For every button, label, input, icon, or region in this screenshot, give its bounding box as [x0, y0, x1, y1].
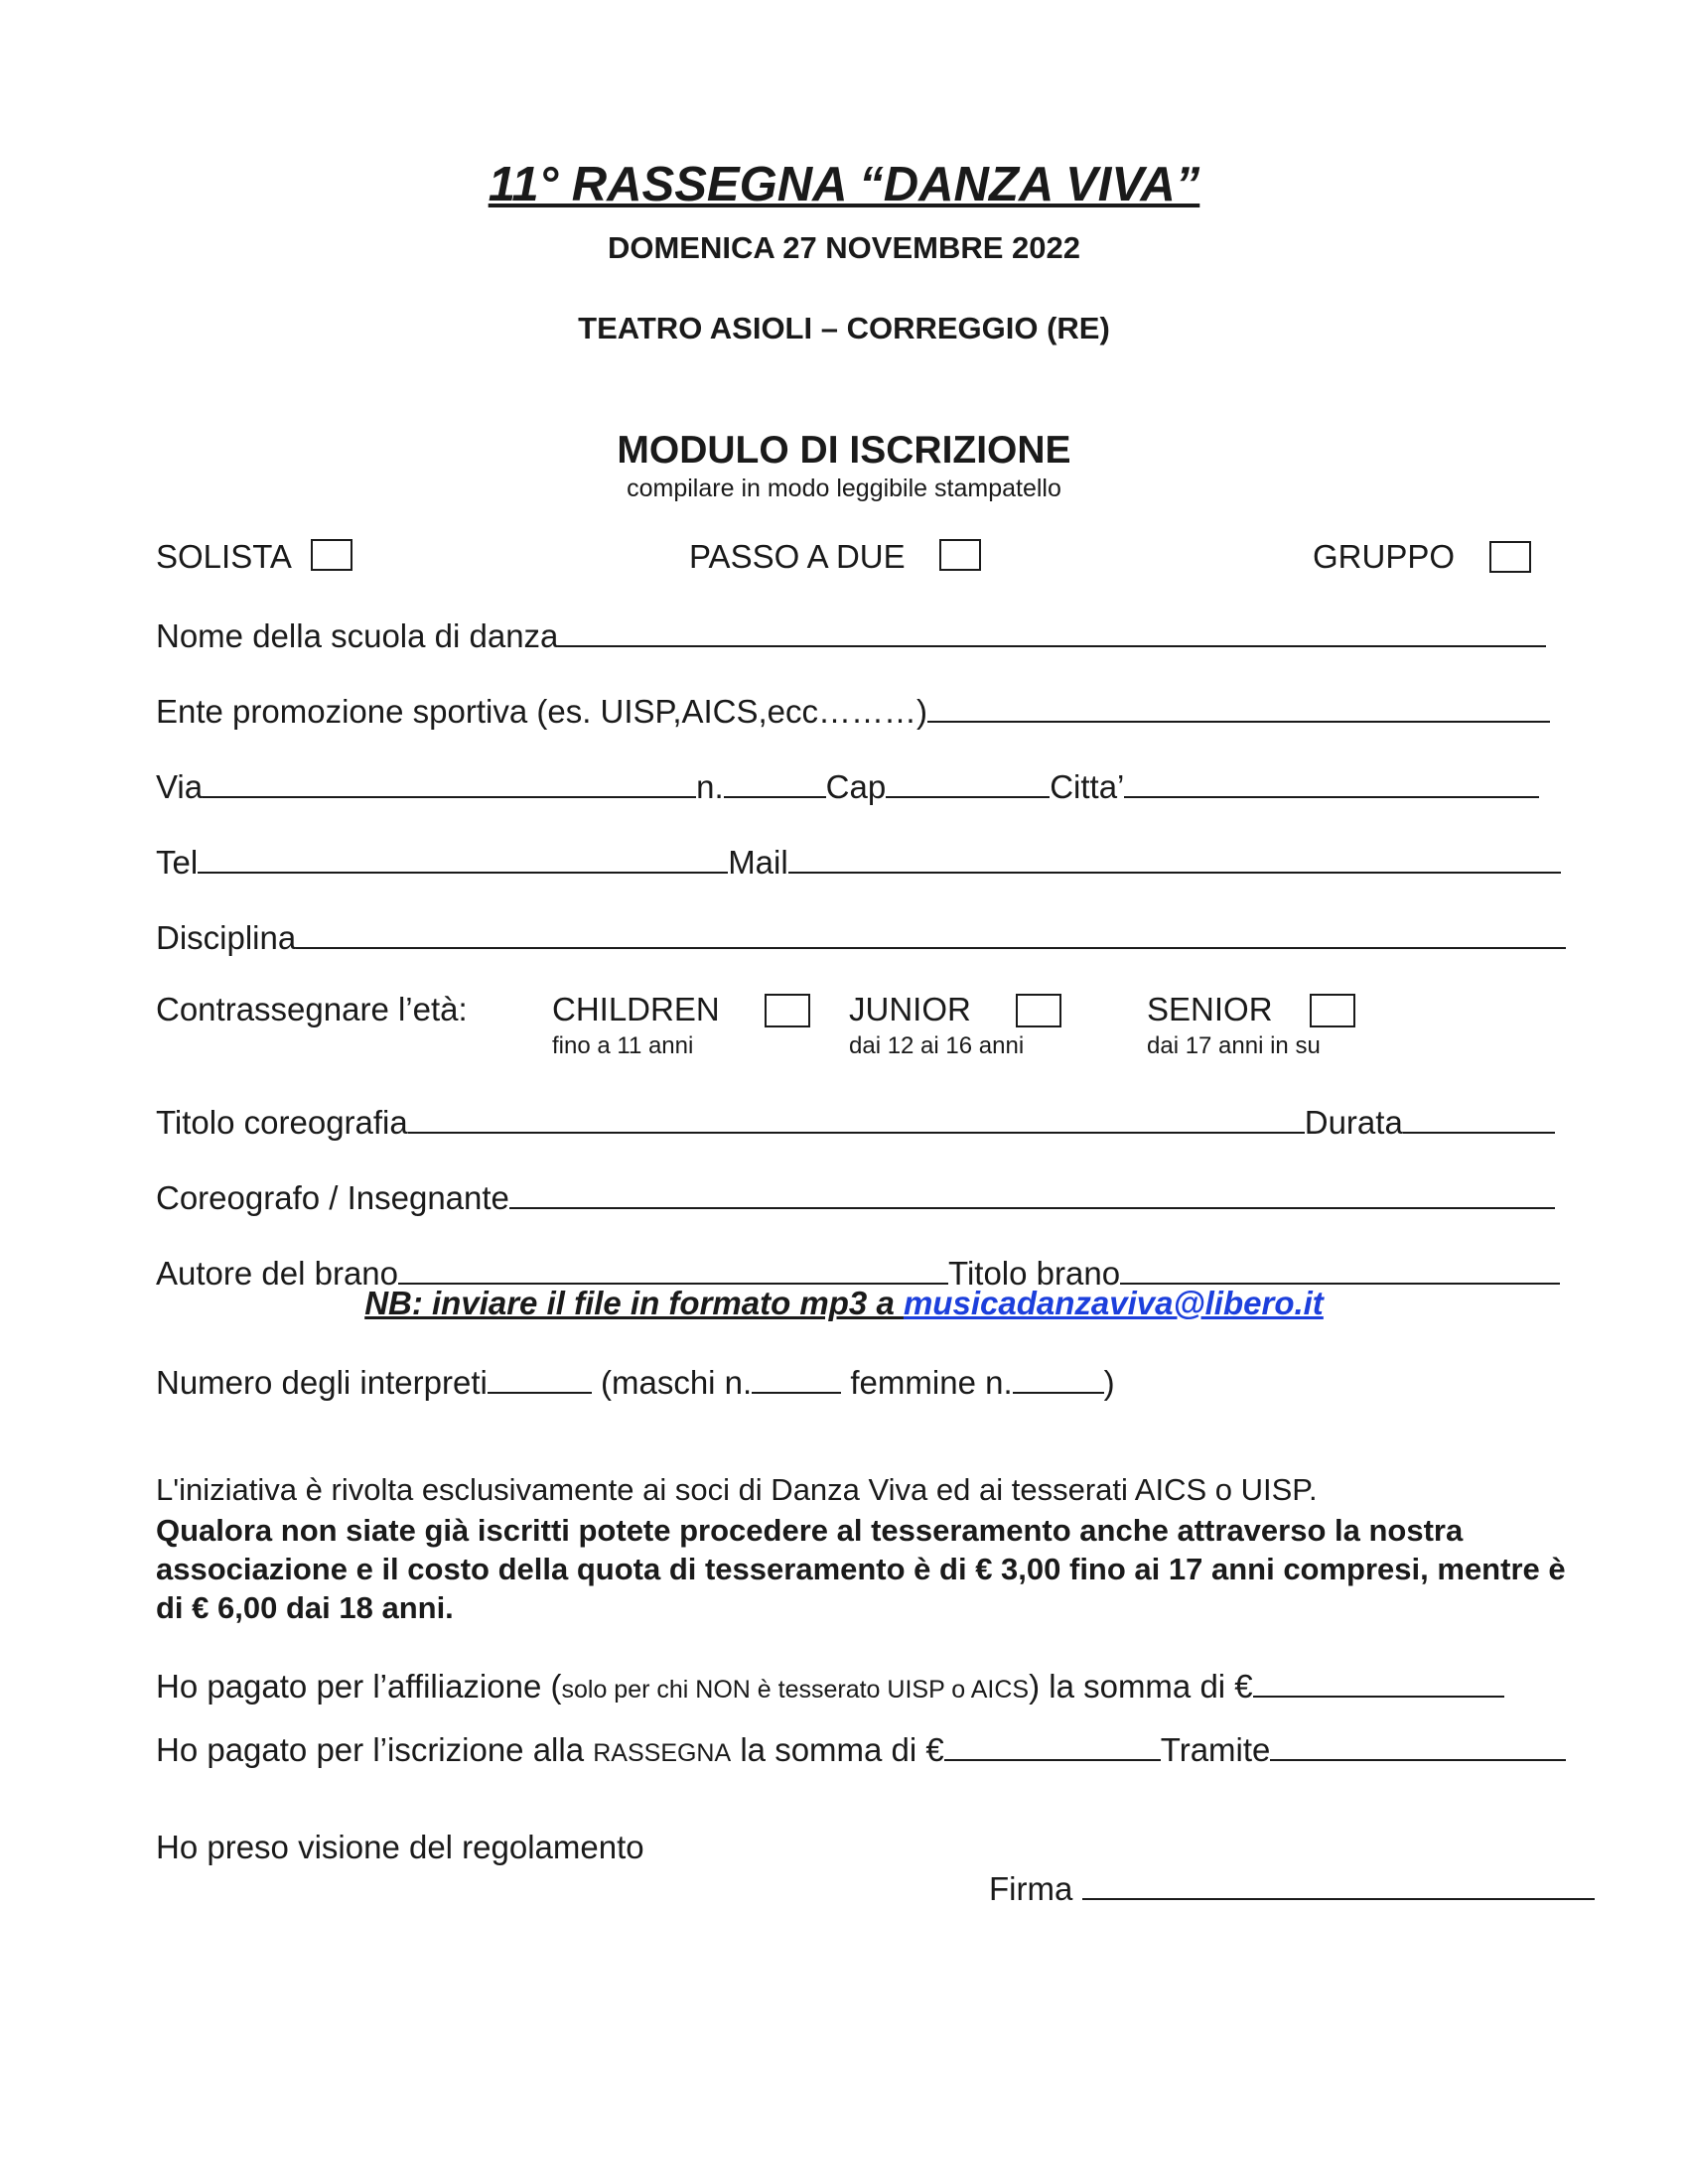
- firma-label: Firma: [989, 1870, 1073, 1907]
- mail-label: Mail: [728, 844, 788, 881]
- category-gruppo-label: GRUPPO: [1313, 538, 1456, 575]
- school-row: [156, 614, 1546, 656]
- titolo-brano-label: Titolo brano: [948, 1255, 1121, 1292]
- children-checkbox[interactable]: [765, 994, 810, 1027]
- disciplina-label: Disciplina: [156, 919, 297, 956]
- contact-row: [156, 840, 1561, 883]
- ente-input-line[interactable]: [927, 689, 1550, 723]
- disciplina-row: [156, 915, 1566, 958]
- coreografo-row: [156, 1175, 1555, 1218]
- age-senior-range: dai 17 anni in su: [1147, 1032, 1321, 1059]
- age-junior-range: dai 12 ai 16 anni: [849, 1032, 1025, 1059]
- info-line: L'iniziativa è rivolta esclusivamente ai soci di Danza Viva ed ai tesserati AICS o UISP.: [156, 1472, 1318, 1507]
- senior-checkbox[interactable]: [1310, 994, 1355, 1027]
- affiliation-payment-row: [156, 1664, 1504, 1709]
- rassegna-payment-row: [156, 1727, 1566, 1773]
- mail-input-line[interactable]: [788, 840, 1561, 874]
- choreography-row: [156, 1100, 1555, 1143]
- affiliation-label-small: solo per chi NON è tesserato UISP o AICS: [561, 1676, 1030, 1704]
- interpreti-label: Numero degli interpreti: [156, 1364, 488, 1401]
- school-label: Nome della scuola di danza: [156, 617, 559, 654]
- age-junior-label: JUNIOR: [849, 991, 971, 1027]
- maschi-input-line[interactable]: [752, 1360, 841, 1394]
- category-solista-label: SOLISTA: [156, 538, 292, 575]
- affiliation-label-a: Ho pagato per l’affiliazione (: [156, 1668, 562, 1705]
- interpreti-input-line[interactable]: [488, 1360, 592, 1394]
- durata-label: Durata: [1304, 1104, 1403, 1141]
- maschi-label: (maschi n.: [601, 1364, 753, 1401]
- via-label: Via: [156, 768, 204, 805]
- rassegna-label-small: RASSEGNA: [593, 1739, 732, 1767]
- event-title-text: 11° RASSEGNA “DANZA VIVA”: [488, 158, 1200, 211]
- cap-input-line[interactable]: [886, 764, 1050, 798]
- autore-label: Autore del brano: [156, 1255, 399, 1292]
- interpreti-row: [156, 1360, 1115, 1403]
- nb-note: [0, 1285, 1688, 1322]
- age-label: Contrassegnare l’età:: [156, 991, 468, 1027]
- event-venue: TEATRO ASIOLI – CORREGGIO (RE): [578, 311, 1110, 345]
- rassegna-label-b: la somma di €: [731, 1731, 944, 1768]
- regolamento-statement: Ho preso visione del regolamento: [156, 1829, 644, 1865]
- tramite-input-line[interactable]: [1270, 1727, 1566, 1761]
- rassegna-amount-line[interactable]: [944, 1727, 1161, 1761]
- autore-input-line[interactable]: [398, 1251, 948, 1285]
- solista-checkbox[interactable]: [311, 539, 352, 571]
- nb-email-link[interactable]: musicadanzaviva@libero.it: [903, 1285, 1324, 1321]
- category-passo-a-due-label: PASSO A DUE: [689, 538, 906, 575]
- tramite-label: Tramite: [1160, 1731, 1271, 1768]
- titolo-brano-input-line[interactable]: [1120, 1251, 1560, 1285]
- tel-label: Tel: [156, 844, 199, 881]
- tel-input-line[interactable]: [198, 840, 728, 874]
- affiliation-amount-line[interactable]: [1253, 1664, 1504, 1698]
- cap-label: Cap: [825, 768, 887, 805]
- form-instruction: compilare in modo leggibile stampatello: [627, 475, 1061, 502]
- age-senior-label: SENIOR: [1147, 991, 1273, 1027]
- citta-label: Citta’: [1050, 768, 1125, 805]
- titolo-coreografia-label: Titolo coreografia: [156, 1104, 408, 1141]
- school-input-line[interactable]: [558, 614, 1546, 647]
- info-bold-paragraph: Qualora non siate già iscritti potete procedere al tesseramento anche attraverso la nostra associazione e il costo della quota di tesseramento è di € 3,00 fino ai 17 anni compresi, mentre è di € 6,00 dai 18 anni.: [156, 1513, 1566, 1625]
- femmine-label: femmine n.: [850, 1364, 1013, 1401]
- age-children-label: CHILDREN: [552, 991, 720, 1027]
- affiliation-label-b: ) la somma di €: [1029, 1668, 1253, 1705]
- junior-checkbox[interactable]: [1016, 994, 1061, 1027]
- signature-row: [989, 1866, 1595, 1909]
- age-children-range: fino a 11 anni: [552, 1032, 694, 1059]
- titolo-coreografia-input-line[interactable]: [408, 1100, 1305, 1134]
- number-label: n.: [696, 768, 724, 805]
- durata-input-line[interactable]: [1403, 1100, 1555, 1134]
- via-input-line[interactable]: [203, 764, 696, 798]
- address-row: [156, 764, 1539, 807]
- number-input-line[interactable]: [724, 764, 826, 798]
- ente-row: [156, 689, 1550, 732]
- event-title: [0, 157, 1688, 212]
- form-heading: MODULO DI ISCRIZIONE: [617, 429, 1071, 472]
- nb-text: NB: inviare il file in formato mp3 a: [364, 1285, 904, 1321]
- close-paren: ): [1103, 1364, 1115, 1401]
- passo-a-due-checkbox[interactable]: [939, 539, 981, 571]
- femmine-input-line[interactable]: [1013, 1360, 1104, 1394]
- ente-label: Ente promozione sportiva (es. UISP,AICS,ecc………): [156, 693, 928, 730]
- signature-line[interactable]: [1082, 1866, 1595, 1900]
- coreografo-input-line[interactable]: [509, 1175, 1555, 1209]
- disciplina-input-line[interactable]: [296, 915, 1566, 949]
- citta-input-line[interactable]: [1124, 764, 1539, 798]
- coreografo-label: Coreografo / Insegnante: [156, 1179, 509, 1216]
- rassegna-label-a: Ho pagato per l’iscrizione alla: [156, 1731, 594, 1768]
- gruppo-checkbox[interactable]: [1489, 541, 1531, 573]
- event-date: DOMENICA 27 NOVEMBRE 2022: [607, 230, 1081, 265]
